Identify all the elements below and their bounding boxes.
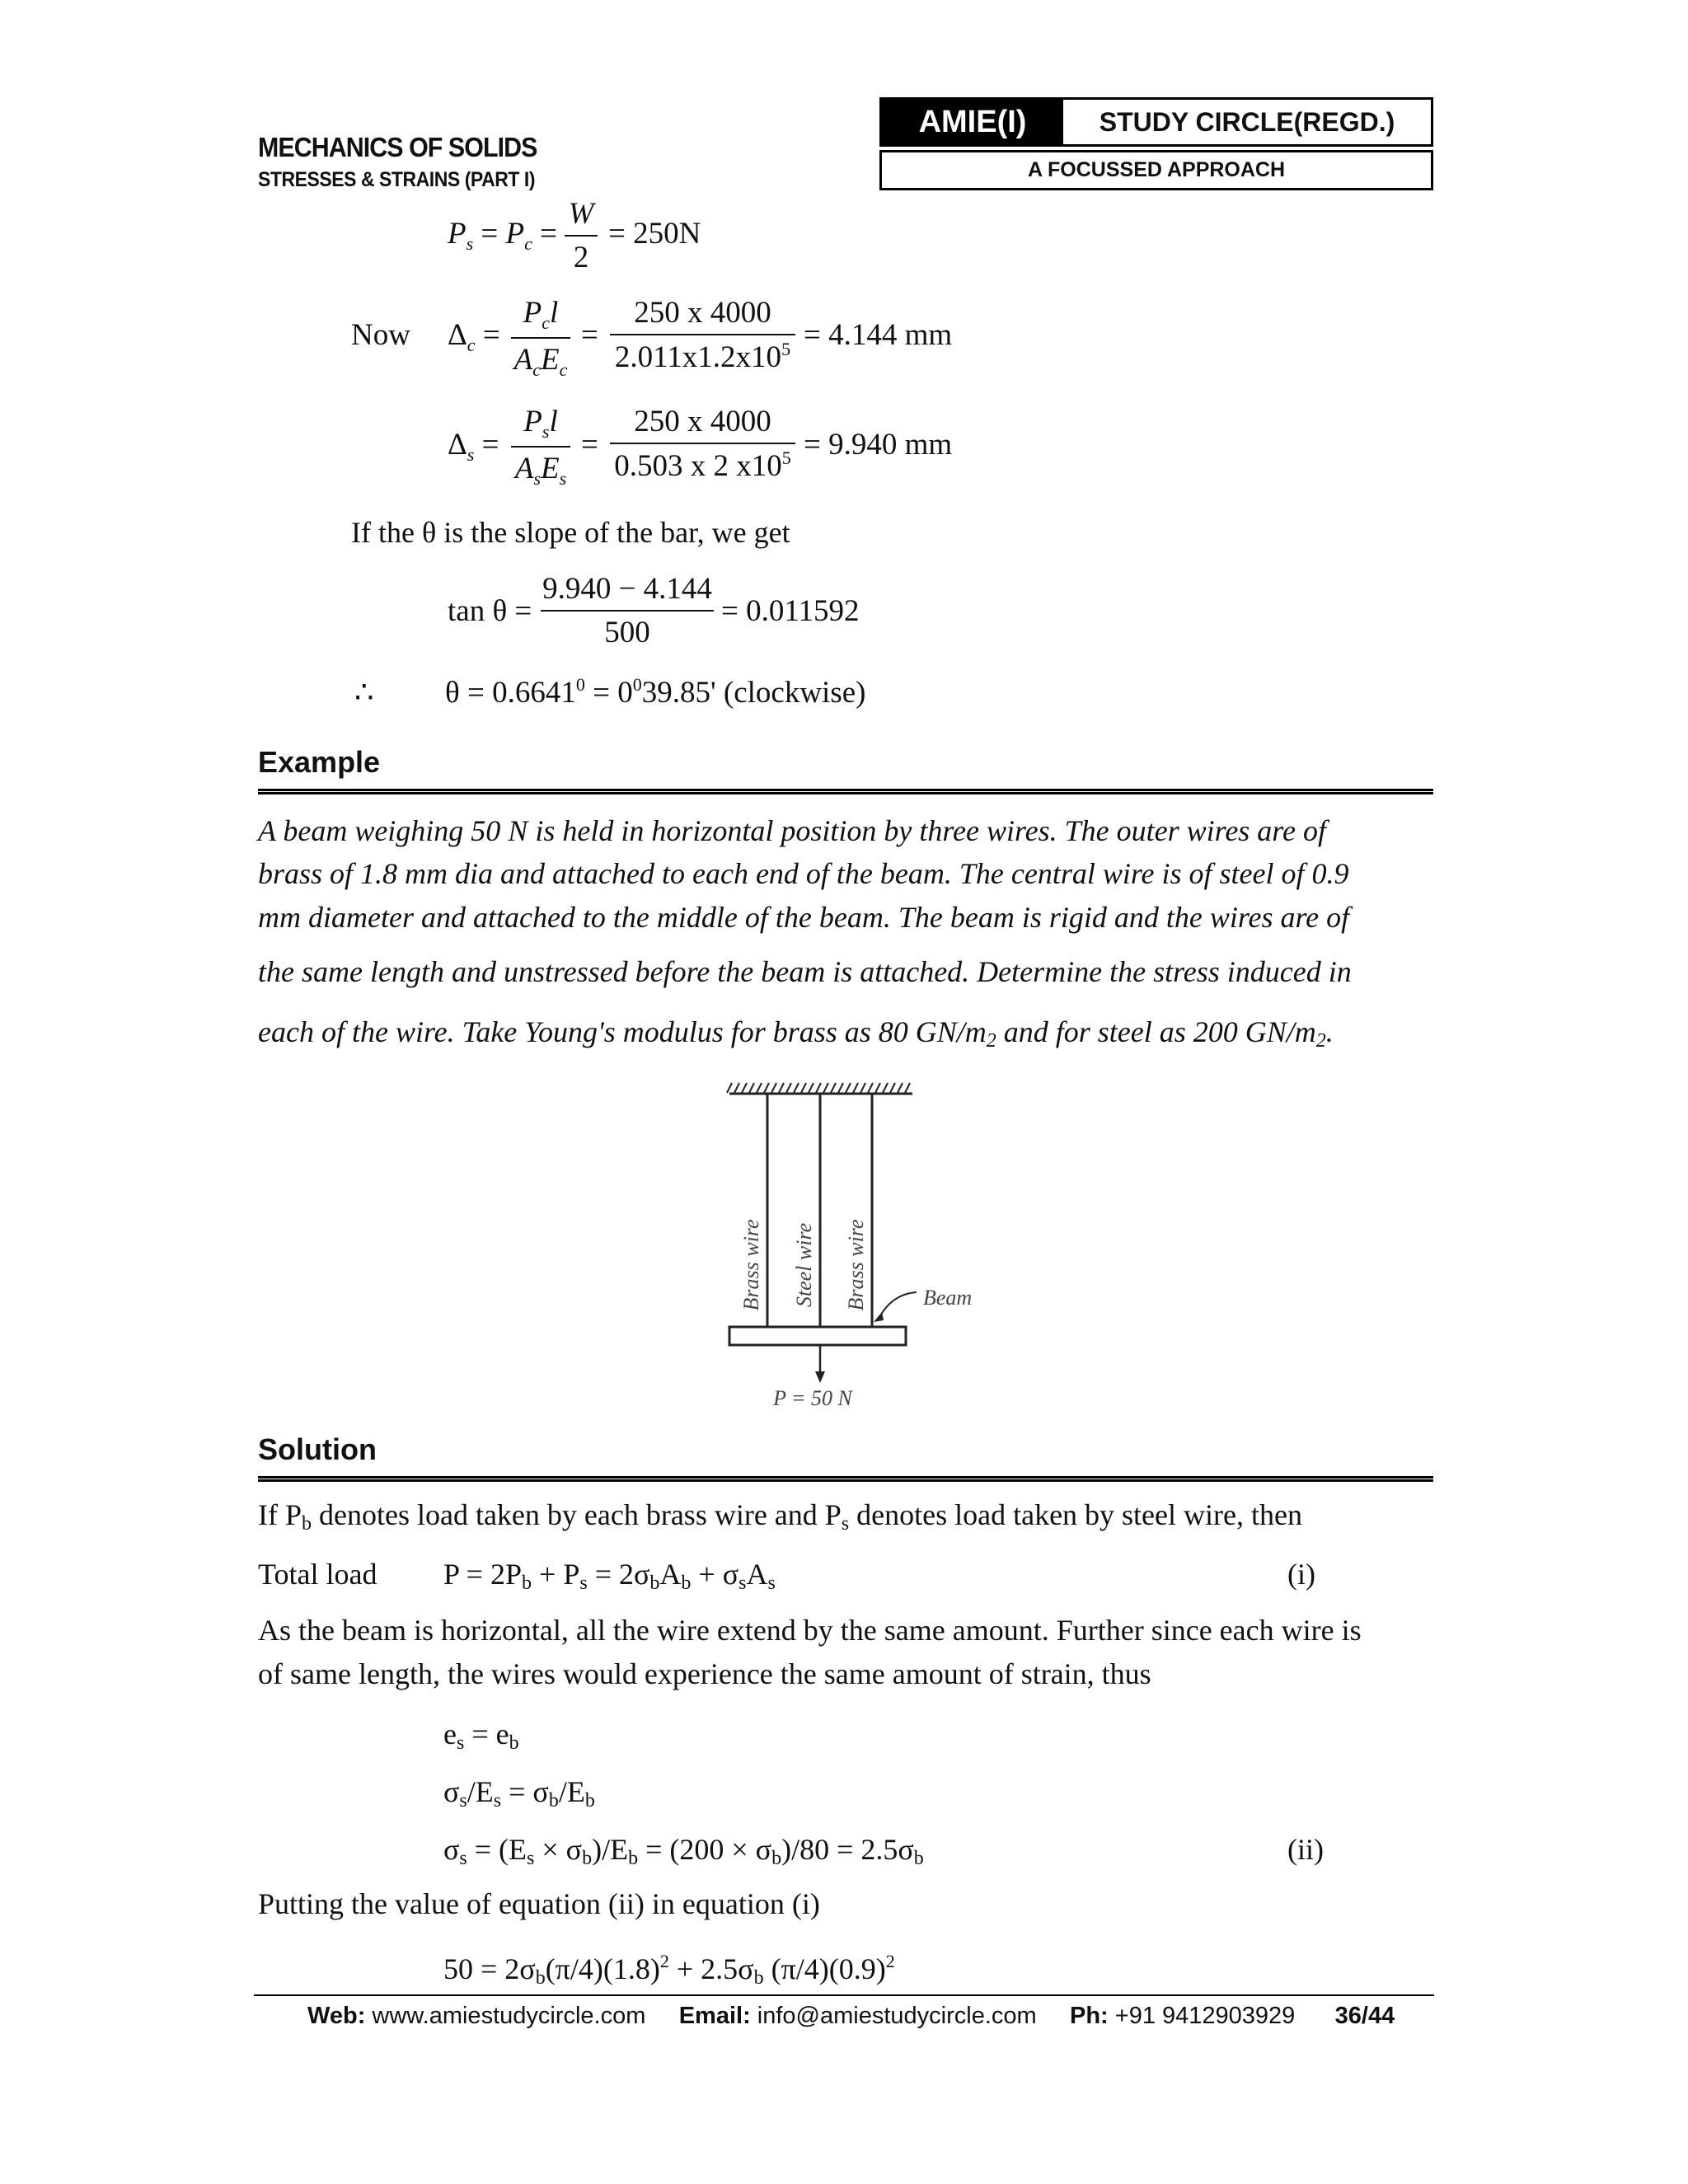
- frac-w-over-2: W 2: [565, 196, 598, 275]
- page-number: 36/44: [1334, 2003, 1395, 2029]
- delta-c-lhs: $\Delta_c$ =: [448, 318, 500, 355]
- frac-eq2-numeric: 250 x 4000 $2.011x1.2x10^5$: [610, 295, 795, 375]
- total-load-eq: P = 2Pb + Ps = 2σbAb + σsAs: [443, 1558, 776, 1594]
- beam-rect: [729, 1327, 906, 1345]
- label-brass-right: Brass wire: [844, 1219, 868, 1311]
- now-label: Now: [351, 318, 410, 352]
- ex5-b: 2: [986, 1030, 996, 1052]
- eq-tag-2: (ii): [1287, 1833, 1324, 1866]
- putting-line: Putting the value of equation (ii) in equation (i): [258, 1887, 820, 1920]
- theta-a: θ = 0.6641: [445, 676, 576, 710]
- delta-s-lhs: $\Delta_s$ =: [448, 428, 499, 465]
- frac-eq3-numeric: 250 x 4000 0.503 x 2 $x10^5$: [610, 404, 795, 484]
- theta-b: = 0: [584, 676, 633, 710]
- footer: [307, 2003, 1395, 2030]
- eq-stress-ratio: σs/Es = σb/Eb: [443, 1775, 595, 1811]
- footer-phone-label: Ph:: [1069, 2003, 1109, 2029]
- eq2-result: = 4.144 mm: [804, 318, 953, 352]
- example-line-4: the same length and unstressed before the beam is attached. Determine the stress induced in: [258, 955, 1352, 988]
- tan-result: = 0.011592: [721, 594, 860, 628]
- ex5-a: each of the wire. Take Young's modulus for brass as 80 GN/m: [258, 1015, 987, 1048]
- badge-left: AMIE(I): [882, 100, 1063, 144]
- solution-rule: [258, 1476, 1433, 1482]
- total-load-label: Total load: [258, 1558, 377, 1591]
- chapter-title: STRESSES & STRAINS (PART I): [258, 168, 536, 191]
- tagline-box: A FOCUSSED APPROACH: [879, 150, 1433, 190]
- footer-rule: [254, 1994, 1434, 1996]
- ex5-e: .: [1325, 1015, 1334, 1048]
- theta-c: 39.85' (clockwise): [641, 676, 866, 710]
- amie-badge: [879, 97, 1433, 147]
- eq3-result: = 9.940 mm: [804, 428, 953, 462]
- eq-sigma-s: σs = (Es × σb)/Eb = (200 × σb)/80 = 2.5σb: [443, 1833, 924, 1869]
- eq-load-result: [608, 216, 701, 251]
- eq3-num: 250 x 4000: [634, 405, 771, 438]
- label-beam: Beam: [923, 1286, 973, 1310]
- frac-pcl-aec: $P_cl$ $A_cE_c$: [511, 295, 570, 381]
- solution-para-2-line-2: of same length, the wires would experience the same amount of strain, thus: [258, 1657, 1151, 1690]
- example-line-5: [258, 1010, 1334, 1062]
- solution-para-2-line-1: As the beam is horizontal, all the wire extend by the same amount. Further since each wire is: [258, 1614, 1362, 1647]
- slope-text: If the θ is the slope of the bar, we get: [351, 516, 790, 549]
- tan-lhs: tan θ =: [448, 594, 532, 628]
- final-eq: $50 = 2\sigma b(\pi/4)(1.8)^2 + 2.5\sigma b$ $(\pi/4)(0.9)^2$: [443, 1951, 895, 1989]
- solution-line-1: If Pb denotes load taken by each brass wire and Ps denotes load taken by steel wire, then: [258, 1498, 1302, 1535]
- label-steel: Steel wire: [792, 1222, 816, 1308]
- footer-email-link[interactable]: info@amiestudycircle.com: [757, 2003, 1037, 2029]
- eq-tag-1: (i): [1287, 1558, 1315, 1591]
- tan-num: 9.940 − 4.144: [542, 572, 712, 606]
- load-arrow-head: [815, 1371, 825, 1383]
- beam-pointer-head: [874, 1312, 884, 1322]
- tan-den: 500: [604, 616, 650, 649]
- label-load: P = 50 N: [773, 1386, 852, 1409]
- badge-right: STUDY CIRCLE(REGD.): [1099, 106, 1395, 137]
- eq2-num: 250 x 4000: [634, 296, 771, 330]
- footer-email-label: Email:: [678, 2003, 751, 2029]
- solution-heading: Solution: [258, 1432, 377, 1466]
- support-hatch: [727, 1083, 910, 1093]
- footer-web-link[interactable]: www.amiestudycircle.com: [372, 2003, 646, 2029]
- example-line-1: A beam weighing 50 N is held in horizontal position by three wires. The outer wires are of: [258, 814, 1326, 847]
- eq-strain-equal: es = eb: [443, 1718, 519, 1754]
- example-line-3: mm diameter and attached to the middle of the beam. The beam is rigid and the wires are of: [258, 901, 1350, 934]
- eq1-rhs: = 250N: [608, 217, 701, 251]
- footer-web-label: Web:: [307, 2003, 366, 2029]
- label-brass-left: Brass wire: [739, 1219, 763, 1311]
- eq3-den: 0.503 x 2 x10: [614, 449, 782, 483]
- example-line-2: brass of 1.8 mm dia and attached to each end of the beam. The central wire is of steel of 0.9: [258, 857, 1349, 890]
- eq-load-split: $P_s = P_c$ =: [448, 217, 558, 254]
- therefore-symbol: ∴: [354, 676, 374, 710]
- frac-tan: [541, 571, 714, 650]
- eq2-equals: =: [581, 318, 598, 352]
- ex5-c: and for steel as 200 GN/m: [996, 1015, 1316, 1048]
- example-heading: Example: [258, 745, 381, 779]
- eq2-den: 2.011x1.2x10: [614, 340, 782, 374]
- ex5-d: 2: [1315, 1030, 1326, 1052]
- eq3-equals: =: [581, 428, 598, 462]
- beam-pointer: [879, 1292, 917, 1319]
- frac-psl-aes: $P_sl$ $A_sE_s$: [511, 404, 570, 490]
- subject-title: MECHANICS OF SOLIDS: [258, 132, 537, 162]
- example-rule: [258, 789, 1433, 794]
- beam-wire-figure: [709, 1071, 1006, 1409]
- theta-result: $\theta = 0.6641^0 = 0^039.85'$ (clockwise): [445, 674, 866, 710]
- footer-phone: +91 9412903929: [1114, 2003, 1296, 2029]
